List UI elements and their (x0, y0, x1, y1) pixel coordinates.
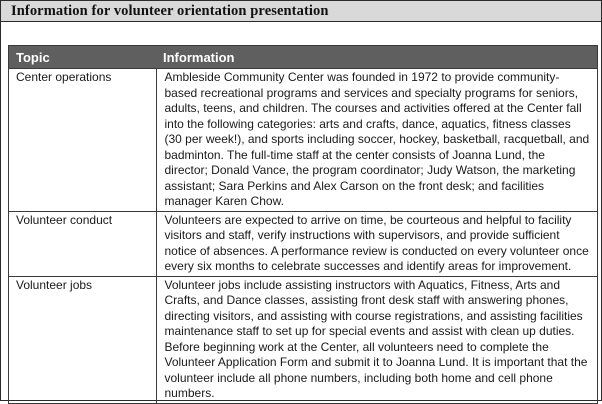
row-topic-cell: Volunteer jobs (9, 276, 156, 403)
table-row (9, 69, 597, 212)
table-row (9, 276, 597, 403)
row-info-cell: Volunteers are expected to arrive on time, be courteous and helpful to facility visitors and staff, verify instructions with supervisors, and provide sufficient notice of absences. A performance review is conducted on every volunteer once every six months to celebrate successes and identify areas for improvement. (156, 211, 597, 276)
table-header-row (9, 46, 597, 69)
info-table-container (8, 45, 598, 404)
header-topic: Topic (9, 46, 156, 69)
header-information: Information (156, 46, 597, 69)
caption-bar (1, 1, 601, 22)
info-table (9, 46, 597, 403)
row-topic-cell: Volunteer conduct (9, 211, 156, 276)
row-topic-cell: Center operations (9, 69, 156, 212)
row-info-cell: Volunteer jobs include assisting instructors with Aquatics, Fitness, Arts and Crafts, and Dance classes, assisting front desk staff with answering phones, directing visitors, and assisting with course registrations, and assisting facilities maintenance staff to set up for special events and assist with clean up duties. Before beginning work at the Center, all volunteers need to complete the Volunteer Application Form and submit it to Joanna Lund. It is important that the volunteer include all phone numbers, including both home and cell phone numbers. (156, 276, 597, 403)
row-info-cell: Ambleside Community Center was founded in 1972 to provide community-based recreational programs and services and specialty programs for seniors, adults, teens, and children. The courses and activities offered at the Center fall into the following categories: arts and crafts, dance, aquatics, fitness classes (30 per week!), and sports including soccer, hockey, basketball, racquetball, and badminton. The full-time staff at the center consists of Joanna Lund, the director; Donald Vance, the program coordinator; Judy Watson, the marketing assistant; Sara Perkins and Alex Carson on the front desk; and facilities manager Karen Chow. (156, 69, 597, 212)
table-row (9, 211, 597, 276)
caption-title: Information for volunteer orientation presentation (11, 2, 329, 19)
